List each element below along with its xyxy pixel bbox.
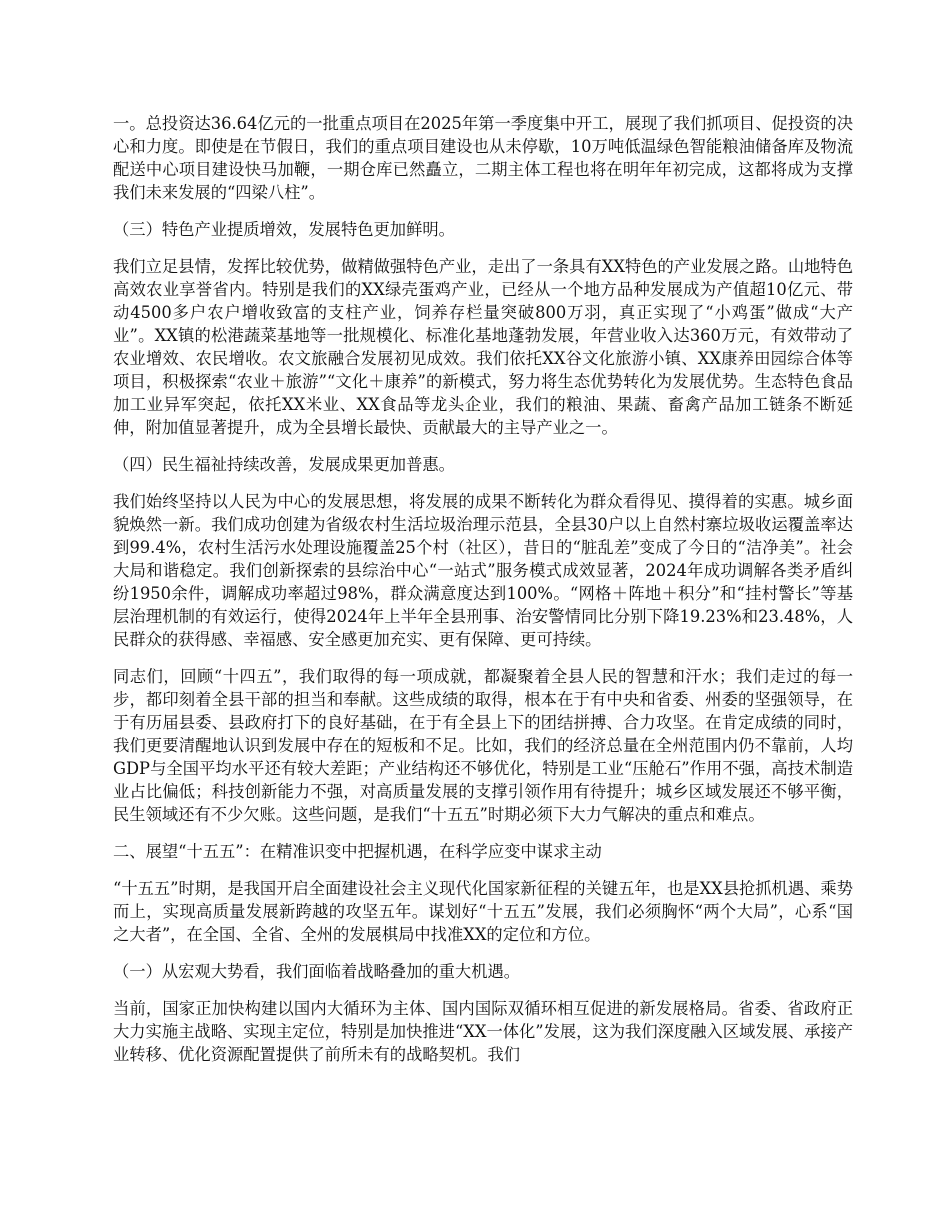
section-heading-4: （四）民生福祉持续改善，发展成果更加普惠。 [113, 455, 455, 474]
document-body [113, 112, 853, 1080]
section-heading-macro: （一）从宏观大势看，我们面临着战略叠加的重大机遇。 [113, 962, 521, 981]
paragraph-fifteenth-plan: “十五五”时期，是我国开启全面建设社会主义现代化国家新征程的关键五年，也是XX县抢抓机遇、乘势而上，实现高质量发展新跨越的攻坚五年。谋划好“十五五”发展，我们必须胸怀“两个大局”，心系“国之大者”，在全国、全省、全州的发展棋局中找准XX的定位和方位。 [113, 879, 853, 944]
paragraph-review-summary: 同志们，回顾“十四五”，我们取得的每一项成就，都凝聚着全县人民的智慧和汗水；我们走过的每一步，都印刻着全县干部的担当和奉献。这些成绩的取得，根本在于有中央和省委、州委的坚强领导，在于有历届县委、县政府打下的良好基础，在于有全县上下的团结拼搏、合力攻坚。在肯定成绩的同时，我们更要清醒地认识到发展中存在的短板和不足。比如，我们的经济总量在全州范围内仍不靠前，人均GDP与全国平均水平还有较大差距；产业结构还不够优化，特别是工业“压舱石”作用不强，高技术制造业占比偏低；科技创新能力不强，对高质量发展的支撑引领作用有待提升；城乡区域发展还不够平衡，民生领域还有不少欠账。这些问题，是我们“十五五”时期必须下大力气解决的重点和难点。 [113, 667, 853, 824]
paragraph-people-livelihood: 我们始终坚持以人民为中心的发展思想，将发展的成果不断转化为群众看得见、摸得着的实惠。城乡面貌焕然一新。我们成功创建为省级农村生活垃圾治理示范县，全县30户以上自然村寨垃圾收运覆盖率达到99.4%，农村生活污水处理设施覆盖25个村（社区），昔日的“脏乱差”变成了今日的“洁净美”。社会大局和谐稳定。我们创新探索的县综治中心“一站式”服务模式成效显著，2024年成功调解各类矛盾纠纷1950余件，调解成功率超过98%，群众满意度达到100%。“网格＋阵地＋积分”和“挂村警长”等基层治理机制的有效运行，使得2024年上半年全县刑事、治安警情同比分别下降19.23%和23.48%，人民群众的获得感、幸福感、安全感更加充实、更有保障、更可持续。 [113, 492, 853, 649]
paragraph-investment-projects: 一。总投资达36.64亿元的一批重点项目在2025年第一季度集中开工，展现了我们抓项目、促投资的决心和力度。即使是在节假日，我们的重点项目建设也从未停歇，10万吨低温绿色智能粮油储备库及物流配送中心项目建设快马加鞭，一期仓库已然矗立，二期主体工程也将在明年年初完成，这都将成为支撑我们未来发展的“四梁八柱”。 [113, 114, 853, 202]
paragraph-macro-trend: 当前，国家正加快构建以国内大循环为主体、国内国际双循环相互促进的新发展格局。省委、省政府正大力实施主战略、实现主定位，特别是加快推进“XX一体化”发展，这为我们深度融入区域发展、承接产业转移、优化资源配置提供了前所未有的战略契机。我们 [113, 999, 853, 1064]
section-heading-3: （三）特色产业提质增效，发展特色更加鲜明。 [113, 220, 455, 239]
paragraph-featured-industry: 我们立足县情，发挥比较优势，做精做强特色产业，走出了一条具有XX特色的产业发展之路。山地特色高效农业享誉省内。特别是我们的XX绿壳蛋鸡产业，已经从一个地方品种发展成为产值超10亿元、带动4500多户农户增收致富的支柱产业，饲养存栏量突破800万羽，真正实现了“小鸡蛋”做成“大产业”。XX镇的松港蔬菜基地等一批规模化、标准化基地蓬勃发展，年营业收入达360万元，有效带动了农业增效、农民增收。农文旅融合发展初见成效。我们依托XX谷文化旅游小镇、XX康养田园综合体等项目，积极探索“农业＋旅游”“文化＋康养”的新模式，努力将生态优势转化为发展优势。生态特色食品加工业异军突起，依托XX米业、XX食品等龙头企业，我们的粮油、果蔬、畜禽产品加工链条不断延伸，附加值显著提升，成为全县增长最快、贡献最大的主导产业之一。 [113, 257, 853, 437]
section-heading-outlook: 二、展望“十五五”：在精准识变中把握机遇，在科学应变中谋求主动 [113, 842, 602, 861]
